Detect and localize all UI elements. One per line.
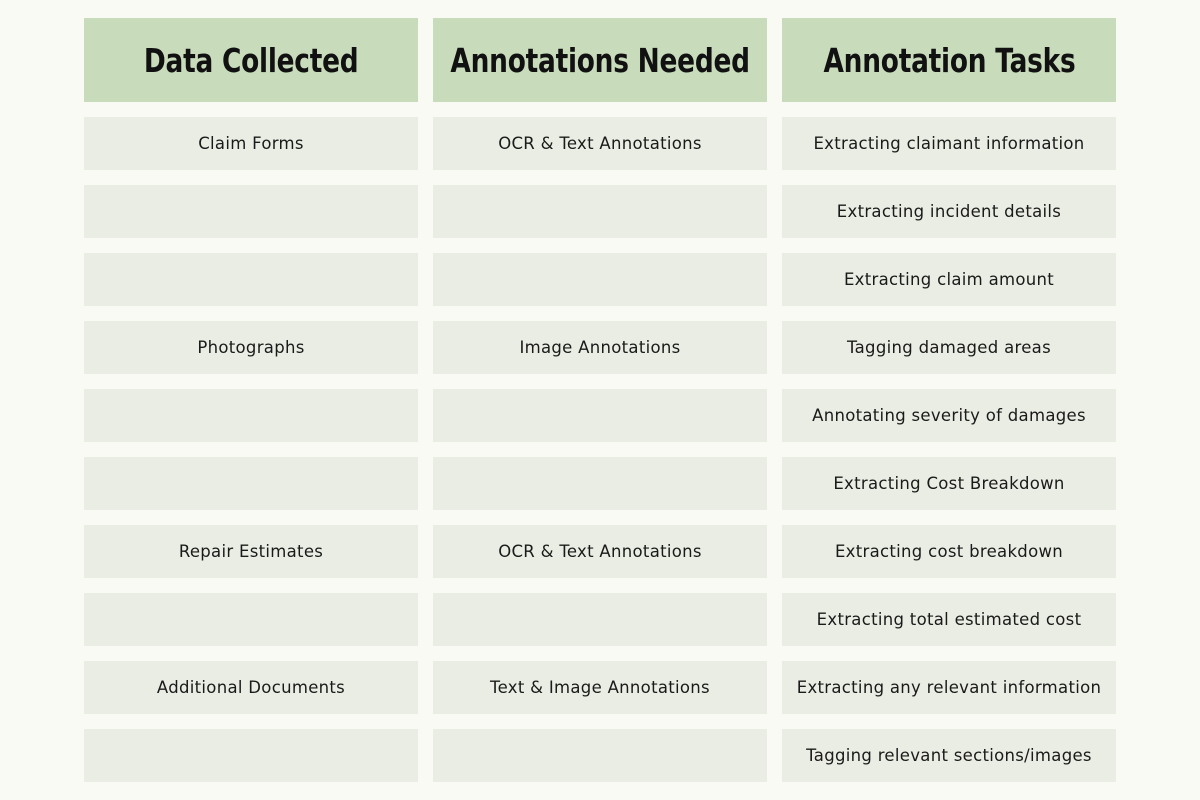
cell-data-collected: [84, 593, 418, 646]
cell-annotations-needed: [433, 389, 767, 442]
cell-annotation-task: Extracting claimant information: [782, 117, 1116, 170]
cell-annotation-task: Annotating severity of damages: [782, 389, 1116, 442]
cell-data-collected: [84, 185, 418, 238]
cell-annotations-needed: [433, 729, 767, 782]
cell-annotations-needed: OCR & Text Annotations: [433, 525, 767, 578]
header-data-collected-label: Data Collected: [143, 40, 359, 80]
cell-annotations-needed: Text & Image Annotations: [433, 661, 767, 714]
cell-data-collected: Claim Forms: [84, 117, 418, 170]
cell-annotations-needed: [433, 593, 767, 646]
cell-data-collected: Additional Documents: [84, 661, 418, 714]
cell-annotations-needed: [433, 457, 767, 510]
cell-data-collected: [84, 253, 418, 306]
cell-data-collected: Photographs: [84, 321, 418, 374]
cell-annotation-task: Tagging damaged areas: [782, 321, 1116, 374]
cell-data-collected: [84, 389, 418, 442]
header-annotation-tasks-label: Annotation Tasks: [823, 40, 1075, 80]
cell-annotations-needed: OCR & Text Annotations: [433, 117, 767, 170]
cell-annotation-task: Tagging relevant sections/images: [782, 729, 1116, 782]
header-annotations-needed: [433, 18, 767, 102]
cell-annotation-task: Extracting any relevant information: [782, 661, 1116, 714]
header-data-collected: [84, 18, 418, 102]
cell-annotation-task: Extracting cost breakdown: [782, 525, 1116, 578]
annotation-table: [84, 18, 1116, 782]
cell-data-collected: Repair Estimates: [84, 525, 418, 578]
column-annotations-needed: [433, 18, 767, 782]
header-annotations-needed-label: Annotations Needed: [450, 40, 750, 80]
column-data-collected: [84, 18, 418, 782]
cell-annotation-task: Extracting total estimated cost: [782, 593, 1116, 646]
cell-annotations-needed: [433, 253, 767, 306]
header-annotation-tasks: [782, 18, 1116, 102]
cell-annotations-needed: [433, 185, 767, 238]
cell-annotation-task: Extracting Cost Breakdown: [782, 457, 1116, 510]
cell-annotations-needed: Image Annotations: [433, 321, 767, 374]
cell-data-collected: [84, 457, 418, 510]
column-annotation-tasks: [782, 18, 1116, 782]
cell-annotation-task: Extracting incident details: [782, 185, 1116, 238]
cell-annotation-task: Extracting claim amount: [782, 253, 1116, 306]
cell-data-collected: [84, 729, 418, 782]
